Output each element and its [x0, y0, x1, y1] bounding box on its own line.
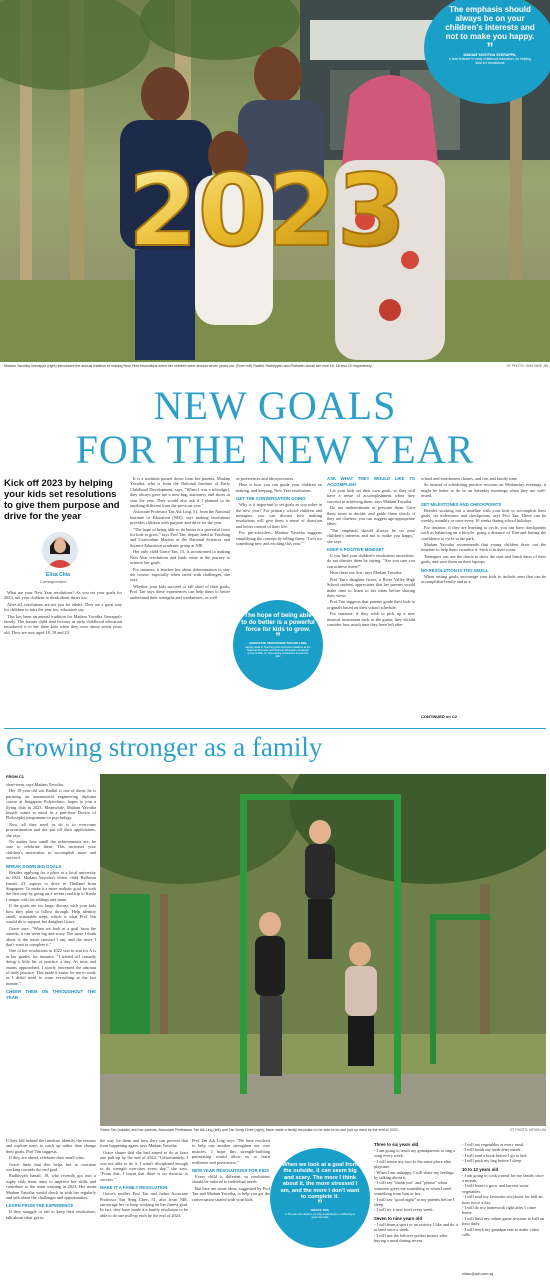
paragraph: "The emphasis should always be on your children's interests and not to make you happy," she says. — [327, 527, 415, 544]
quote-attribution-role: a 15-year-old student, on why small steps to achieving a goal can help — [285, 1212, 355, 1220]
paragraph: For instance, if they wish to pick up a new musical instrument such as the guitar, they should consider how much time they have left after — [327, 611, 415, 627]
paragraph: Prof Tan Aik Ling says: "We have resolved to help one another strengthen our core muscles. I hope this strength-building partnership would allow us to learn resilience and persistence." — [192, 1138, 270, 1165]
paragraph: After all, resolutions are not just for adults. They are a great way for children to start the year too, educators say. — [4, 601, 122, 613]
paragraph: Hear them out first, says Madam Yavotha. — [330, 570, 403, 576]
article1-col5 — [421, 476, 546, 586]
list-item: - When I am unhappy, I will share my feelings by talking about it. — [374, 1169, 454, 1181]
paragraph: No matter how small the achievements are, be sure to celebrate them. This increases your children's motivation to accomplish more and succeed. — [6, 839, 96, 861]
paragraph: Associate Professor Tan Aik Ling, 51, from the National Institute of Education (NIE), says making resolutions provides children with purpose and drive for the year. — [130, 509, 230, 526]
paragraph: Why is it important to set goals as you usher in the new year? For primary school children and teenagers, you can discuss how making resolutions will give them a sense of direction and better control of their life. — [236, 502, 322, 529]
headline-line-1: NEW GOALS — [153, 383, 397, 428]
paragraph: Prof Tan's daughter Grace, a River Valley High School student, appreciates that her parents would make time to listen to her ideas before sharing their views. — [327, 576, 415, 598]
paragraph: Let your kids set their own goals, so they will have a sense of accomplishment when they succeed in achieving them, says Madam Yavotha. — [327, 488, 415, 504]
list-item: - I will eat vegetables at every meal. — [462, 1142, 525, 1147]
list-item: - I will read a book before I go to bed. — [462, 1152, 528, 1158]
subheading: KEEP A POSITIVE MINDSET — [327, 547, 385, 553]
quote-attribution-role: deputy head in Teaching and Curriculum Matters at the National Sciences and Science Education academic group at NIE, on how setting resolutions is good for kids — [245, 645, 311, 659]
quote-attribution-role: a lead lecturer in early childhood education, on helping kids set resolutions — [449, 57, 531, 66]
list-item: - I will brush my teeth after meals. — [462, 1147, 522, 1153]
paragraph: Grace's mother Prof Tan and father Associate Professor Tan Seng Chee, 51, also from NIE, encourage her to keep working on her fitness goal. In fact, they have made it a family resolution to be able to do one pull-up each by the end of 2024. — [100, 1191, 188, 1218]
quote-mark-icon: ” — [486, 39, 494, 55]
section2-lower-col2 — [100, 1138, 188, 1219]
list-item: - I will learn a sport or an activity I like and do it at least once a week. — [374, 1221, 458, 1233]
subheading: MAKE IT A FAMILY RESOLUTION — [100, 1185, 168, 1191]
from-page-label: FROM C1 — [6, 774, 24, 779]
resolution-list-col1 — [374, 1142, 458, 1244]
quote-mark-icon: ” — [275, 631, 281, 643]
paragraph: One of her resolutions in 2022 was to aim for A is in her grades, for instance. "I started off casually doing a little bit of practice a day. As tests and exams approached, I slowly increased the amount of daily practice. This made it easier for me to study as I didn't need to cram everything at the last minute." — [6, 948, 96, 986]
balloon-number-2023: 2023 — [128, 152, 407, 269]
list-item: - I will say "good night" to my parents before I sleep. — [374, 1196, 455, 1208]
paragraph: Grace says: "When we look at a goal from the outside, it can seem big and scary. The more I think about it, the more stressed I am, and the more I don't want to complete it." — [6, 925, 96, 947]
top-photo-credit: ST PHOTO: ONG WEE JIN — [506, 364, 548, 368]
paragraph: Radhiyyah Ismail, 18, who recently got into a rugby club team, aims to improve her skills and contribute to the team winning in 2023. Her mum Madam Yavotha would check in with her regularly and talk about the challenges and opportunities. — [6, 1173, 96, 1201]
paragraph: Grace finds that this helps her to continue working towards the end goal. — [6, 1161, 96, 1173]
list-item: - I will try a new food every week. — [374, 1207, 434, 1213]
paragraph: Besides applying for a place at a local university in 2023, Madam Yavotha's eldest child Ridhwan Ismail, 23, aspires to drive to Thailand from Singapore. To make it a more realistic goal, he took the first step by going on a recent road trip to Kuala Lumpur with his siblings and mum. — [6, 869, 96, 902]
paragraph: If they are ahead, celebrate their small wins. — [9, 1155, 85, 1161]
subheading: GET THE CONVERSATION GOING — [236, 496, 306, 502]
quote-text: When we look at a goal from the outside, it can seem big and scary. The more I think about it, the more stressed I am, and the more I don't want to complete it. — [280, 1162, 360, 1201]
list-item: - I am going to cook a meal for my family once a month. — [462, 1172, 544, 1184]
paragraph: short-term, says Madam Yavotha. — [6, 782, 64, 787]
byline-avatar — [42, 532, 78, 568]
list-item: - I will use the leftover pocket money after buying a meal during recess — [374, 1232, 448, 1244]
paragraph: Every child is different, so resolutions should be tailored to individual needs. — [192, 1174, 270, 1185]
paragraph: Madam Yavotha recommends that young children draw out the timeline to help them visualise it. Stick it in their room. — [421, 542, 546, 553]
paragraph: as preferences and idiosyncrasies. — [236, 476, 295, 481]
list-item: - I will teach my grandparents to make video calls. — [462, 1226, 540, 1238]
quote-text: The emphasis should always be on your children's interests and not to make you happy. — [445, 5, 535, 41]
list-item: - I will do my homework right after I come home. — [462, 1205, 537, 1216]
subheading: ASK WHAT THEY WOULD LIKE TO ACCOMPLISH — [327, 476, 415, 487]
paragraph: Now, all they need to do is to overcome procrastination and not put off their applications, she says. — [6, 821, 96, 838]
paragraph: Do not underestimate or pressure them. Give them room to decide, and guide them slowly if they are clueless; you can suggest age-appropriate ideas. — [327, 505, 415, 527]
paragraph: Prof Tan suggests that parents guide their kids to originals based on their school schedule. — [327, 599, 415, 610]
list-item: - I am going to teach my grandparents to sing a song every week. — [374, 1148, 456, 1159]
paragraph: If they fall behind the timeline, identify the reasons and explore ways to catch up rather than change their goals, Prof Tan suggests. — [6, 1138, 96, 1154]
list-item: - I will return my toys to the same place after playtime. — [374, 1158, 452, 1170]
paragraph: For pre-schoolers, Madam Yavotha suggests simplifying the concept by telling them: "Let's try something new and exciting this year." — [236, 530, 322, 547]
list-item: - I will limit my online game sessions to half an hour daily. — [462, 1215, 545, 1227]
byline-role: Correspondent — [40, 579, 67, 584]
quote-mark-icon: ” — [317, 1198, 323, 1211]
paragraph: For instance, it teaches her about determination to stay the course, especially when faced with challenges, she says. — [130, 566, 230, 583]
section2-lower-col1 — [6, 1138, 96, 1221]
section2-col1 — [6, 782, 96, 1001]
list-item: - I will pack my bag before I sleep. — [462, 1158, 523, 1164]
list-age-title: Three to six years old — [374, 1142, 419, 1147]
paragraph: If the goals are too large, discuss with your kids how they plan to follow through. Help identify small, actionable steps, which is what Prof Tan would do to support her daughter Grace. — [6, 903, 96, 925]
paragraph: What are your New Year resolutions? As you set your goals for 2023, ask your children to think about theirs too. — [4, 590, 122, 601]
paragraph: Her 18-year-old son Radhil is one of them; he is pursuing an aeronautical engineering diploma course at Singapore Polytechnic, hopes to join a flying club in 2023. Meanwhile, Madam Yavotha herself wants to enrol in a part-time Doctor of Philosophy programme in psychology. — [6, 788, 96, 821]
quote-attribution: ASSOCIATE PROFESSOR TAN AIK LING, — [248, 641, 308, 645]
list-item: - I will learn to grow and harvest some vegetables. — [462, 1183, 529, 1194]
section2-lower-col3 — [192, 1138, 270, 1203]
pullup-photo-credit: ST PHOTO: KEVIN LIM — [510, 1128, 546, 1132]
byline-name: Elisa Chia — [46, 572, 70, 578]
list-age-title: Seven to nine years old — [374, 1215, 422, 1221]
quote-bubble-bottom — [270, 1148, 370, 1248]
pullup-photo-illustration — [100, 774, 546, 1126]
continued-link[interactable]: CONTINUED on C2 — [421, 714, 457, 719]
article1-col3 — [236, 476, 322, 547]
pullup-photo — [100, 774, 546, 1126]
paragraph: Besides working out a timeline with your kids to accomplish their goals, set milestones and checkpoints, says Prof Tan. These can be weekly, monthly or once every 10 weeks during school holidays. — [421, 507, 546, 524]
list-item: - I will read my favourite storybook for half an hour twice a day. — [462, 1194, 543, 1205]
subheading: LEARN FROM THE EXPERIENCE — [6, 1203, 74, 1209]
subheading: BREAK DOWN BIG GOALS — [6, 863, 62, 869]
resolution-list-col2 — [462, 1142, 546, 1238]
subheading: NO RESOLUTION IS TOO SMALL — [421, 567, 489, 573]
section-divider — [4, 728, 546, 729]
paragraph: Whether your kids succeed or fall short of their goals, Prof Tan says these experiences can help them to better understand their strengths and weaknesses, as well — [130, 583, 230, 600]
paragraph: So instead of scheduling practice sessions on Wednesday evenings, it might be better to do so on Saturday mornings when they are well-rested. — [421, 482, 546, 499]
paragraph: Teenagers can use the charts to show the start and finish dates of their goals, and save them on their laptops. — [421, 553, 546, 565]
section2-headline: Growing stronger as a family — [6, 732, 323, 762]
subheading: CHEER THEM ON THROUGHOUT THE YEAR — [6, 989, 96, 1001]
paragraph: Her only child Grace Tan, 15, is accustomed to making New Year resolutions and finds value in the journey to achieve her goals. — [130, 549, 230, 566]
quote-attribution: MADAM YAVOTHA VEERAPPA, — [463, 53, 517, 57]
paragraph: When setting goals, encourage your kids to include ones that can be accomplished easily and in a — [421, 573, 546, 585]
paragraph: If they struggle or fail to keep their resolutions, talk about what got in — [6, 1209, 96, 1220]
standfirst: Kick off 2023 by helping your kids set resolutions to give them purpose and drive for the year — [4, 478, 120, 522]
quote-text: The hope of being able to do better is a powerful force for kids to grow. — [241, 612, 315, 633]
list-age-title: 10 to 12 years old — [462, 1166, 499, 1172]
quote-attribution: GRACE TAN, — [310, 1208, 330, 1213]
subheading: NEW YEAR RESOLUTIONS FOR KIDS — [192, 1168, 270, 1174]
paragraph: "The hope of being able to do better is a powerful force for kids to grow," says Prof Tan, deputy head in Teaching and Curriculum Matters at the National Sciences and Science Education academic group at NIE. — [130, 526, 230, 548]
subheading: SET MILESTONES AND CHECKPOINTS — [421, 501, 502, 507]
article1-col4 — [327, 476, 415, 628]
paragraph: the way for them and how they can prevent that from happening again, says Madam Yavotha. — [100, 1138, 188, 1149]
paragraph: For instance, if they are learning to cycle, you can have checkpoints such as balancing on a bicycle, going a distance of 10m and having the confidence to cycle in the park. — [421, 524, 546, 541]
paragraph: Grace shares that she had aimed to do at least one pull-up by the end of 2022. "Unfortunately, I was not able to do it. I wasn't disciplined enough to do strength exercises every day," she says. "From that, I learnt that there is no shortcut to success." — [100, 1149, 188, 1182]
paragraph: school and enrichment classes, and rest and family time. — [421, 476, 518, 481]
paragraph: It is a tradition passed down from her parents, Madam Yavotha, who is from the National Institute of Early Childhood Development, says. "When I was a schoolgirl, they always gave me a new bag, stationery and shoes to start the year. They would also ask if I planned to do anything different from the previous year." — [130, 476, 230, 509]
avatar-icon — [42, 532, 78, 568]
quote-bubble-middle — [233, 600, 323, 690]
paragraph: But here are some ideas, suggested by Prof Tan and Madam Yavotha, to help you get the conversation started with your kids. — [192, 1185, 270, 1202]
pullup-photo-caption: Grace Tan (middle) and her parents, Associate Professors Tan Aik Ling (left) and Tan Seng Chee (right), have made a family resolution to be able to do one pull-up each by the end of 2023. — [100, 1128, 399, 1132]
paragraph: Here is how you can guide your children on making, and keeping, New Year resolutions. — [236, 482, 322, 493]
main-headline — [0, 384, 550, 472]
paragraph: This has been an annual tradition for Madam Yavotha Veerappa's family. The former child lead lecturer in early childhood education introduced it to her three kids when they were about seven years old. They are now aged 18, 18 and 23. — [4, 613, 122, 635]
article1-col2 — [130, 476, 230, 601]
paragraph: If you find your children's resolutions unrealistic, do not dismiss them by saying: "Are you sure you can achieve them?" — [327, 553, 415, 569]
list-item: - I will say "thank you" and "please" when someone gives me something or when I need something from him or her. — [374, 1180, 452, 1197]
top-photo-caption: Madam Yavotha Veerappa (right) introduced the annual tradition of making New Year resolutions when her children were around seven years old. (From left) Radhil, Radhiyyah and Ridhwan Ismail are now 18, 18 and 23 respectively. — [4, 364, 373, 368]
article1-col1 — [4, 590, 122, 636]
author-email[interactable]: elisac@sph.com.sg — [462, 1272, 494, 1276]
headline-line-2: FOR THE NEW YEAR — [75, 427, 475, 472]
